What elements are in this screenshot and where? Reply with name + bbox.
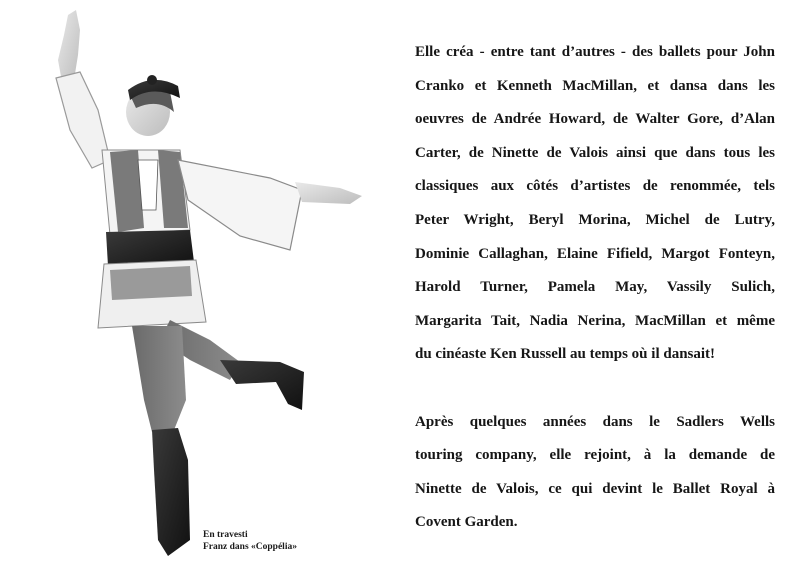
body-text bbox=[415, 36, 775, 540]
text-line: oeuvres de Andrée Howard, de Walter Gore, d’Alan bbox=[415, 111, 775, 128]
text-line: Margarita Tait, Nadia Nerina, MacMillan et même bbox=[415, 312, 775, 329]
text-line: Dominie Callaghan, Elaine Fifield, Margot Fonteyn, bbox=[415, 245, 775, 262]
paragraph-2 bbox=[415, 406, 775, 540]
text-line: Après quelques années dans le Sadlers Wells bbox=[415, 413, 775, 430]
text-line: Covent Garden. bbox=[415, 514, 518, 531]
text-line: Elle créa - entre tant d’autres - des ballets pour John bbox=[415, 44, 775, 60]
caption-line-2: Franz dans «Coppélia» bbox=[203, 542, 297, 552]
text-line: Cranko et Kenneth MacMillan, et dansa dans les bbox=[415, 77, 775, 94]
text-line: touring company, elle rejoint, à la demande de bbox=[415, 447, 775, 464]
text-line: du cinéaste Ken Russell au temps où il dansait! bbox=[415, 346, 716, 363]
text-line: Harold Turner, Pamela May, Vassily Sulich, bbox=[415, 279, 775, 296]
text-line: Carter, de Ninette de Valois ainsi que dans tous les bbox=[415, 144, 775, 161]
text-line: Peter Wright, Beryl Morina, Michel de Lutry, bbox=[415, 211, 775, 228]
caption-line-1: En travesti bbox=[203, 530, 248, 540]
text-line: Ninette de Valois, ce qui devint le Ballet Royal à bbox=[415, 480, 775, 497]
photo-caption bbox=[203, 529, 297, 553]
paragraph-1 bbox=[415, 36, 775, 372]
text-line: classiques aux côtés d’artistes de renommée, tels bbox=[415, 178, 775, 195]
dancer-photo bbox=[40, 0, 380, 566]
